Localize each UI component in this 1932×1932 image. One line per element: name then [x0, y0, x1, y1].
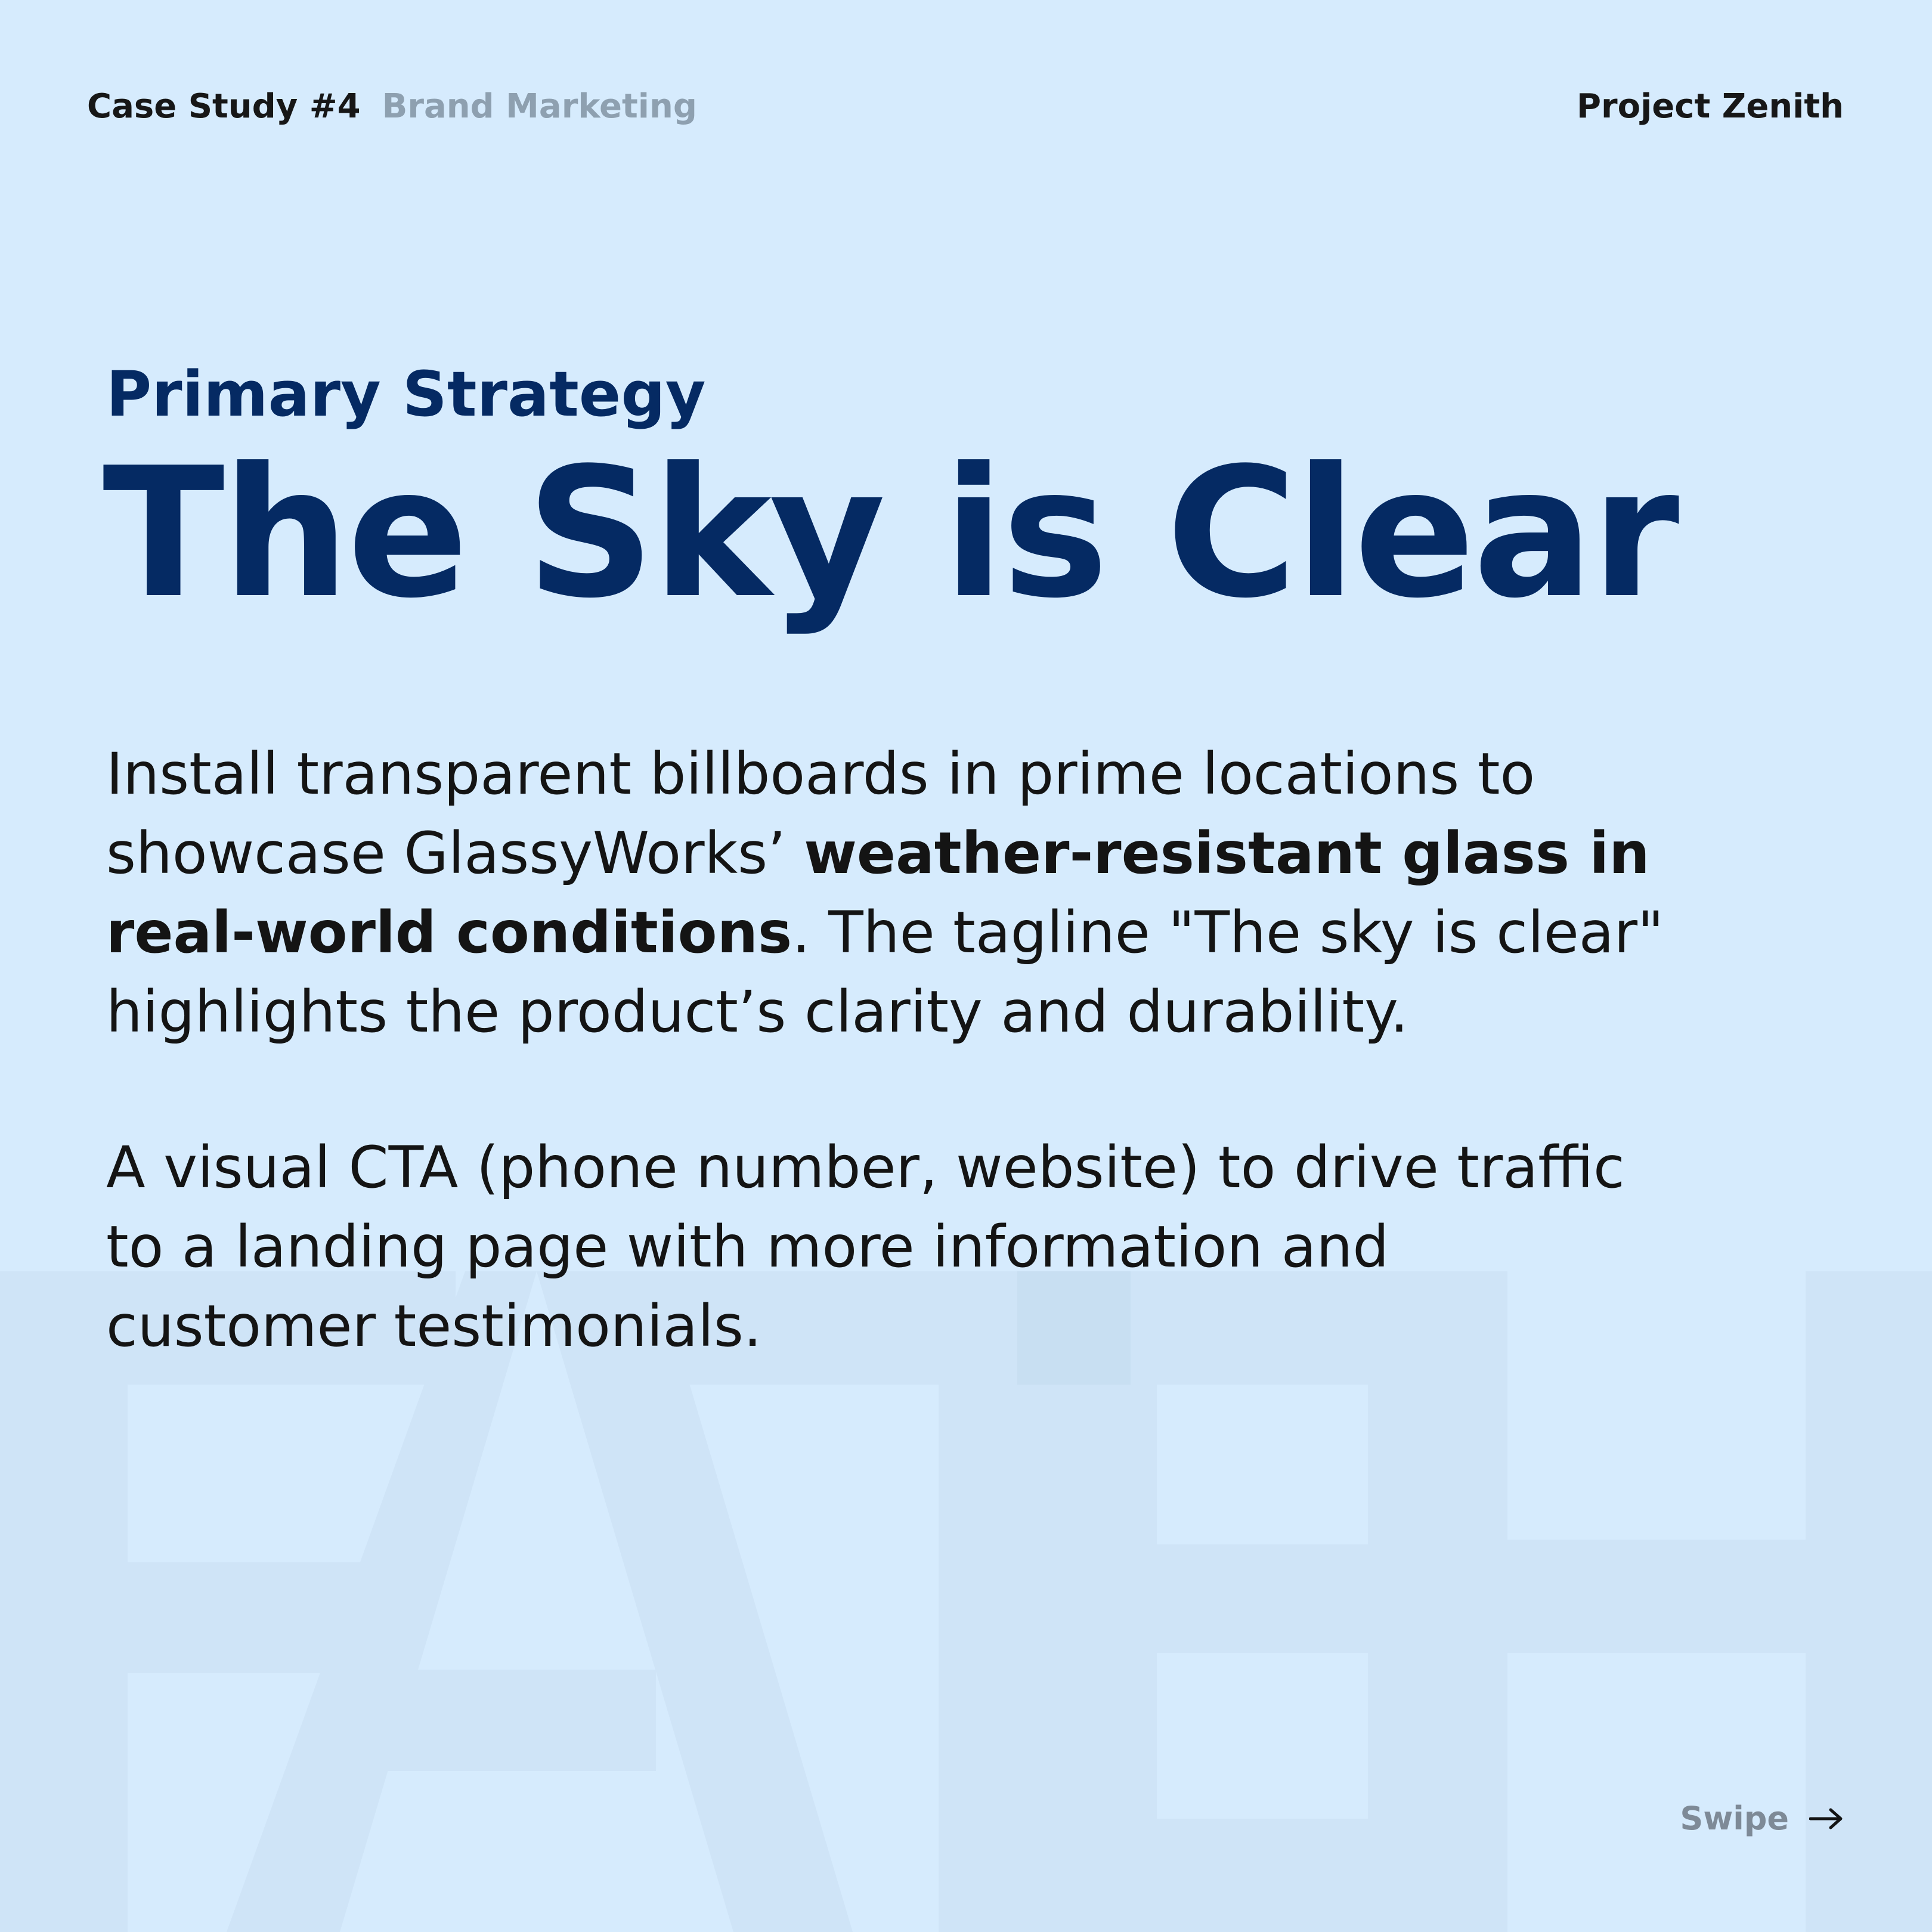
page-title: The Sky is Clear: [103, 429, 1677, 637]
swipe-button[interactable]: [1680, 1800, 1844, 1837]
project-name: Project Zenith: [1576, 87, 1844, 126]
swipe-label: Swipe: [1680, 1800, 1789, 1837]
category-label: Brand Marketing: [382, 87, 697, 126]
section-eyebrow: Primary Strategy: [106, 358, 706, 431]
arrow-right-icon: [1809, 1807, 1844, 1831]
paragraph-primary-outro: . The tagline "The sky is clear" highlights the product’s clarity and durability.: [106, 899, 1664, 1045]
paragraph-primary: [106, 735, 1668, 1052]
paragraph-primary-intro: Install transparent billboards in prime locations to showcase GlassyWorks’: [106, 741, 1535, 887]
paragraph-primary-emphasis: weather-resistant glass in real-world conditions: [106, 820, 1650, 966]
paragraph-secondary: A visual CTA (phone number, website) to drive traffic to a landing page with more information and customer testimonials.: [106, 1134, 1625, 1360]
case-study-label: Case Study #4: [87, 87, 361, 126]
header-left: [87, 87, 697, 126]
